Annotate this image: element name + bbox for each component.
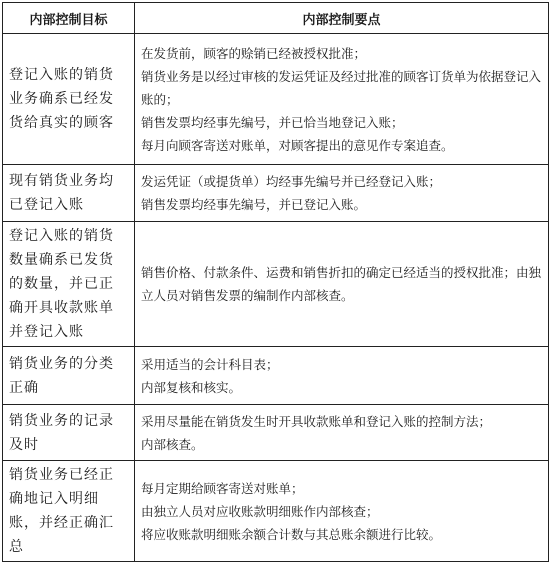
control-point: 采用尽量能在销货发生时开具收款账单和登记入账的控制方法； [141, 413, 492, 429]
table-row [3, 347, 549, 405]
internal-control-table [2, 2, 549, 562]
table-row [3, 405, 549, 461]
control-point: 在发货前，顾客的赊销已经被授权批准； [141, 45, 367, 61]
control-point: 销售价格、付款条件、运费和销售折扣的确定已经适当的授权批准；由独立人员对销售发票的编制作内部核查。 [141, 265, 542, 303]
control-point: 采用适当的会计科目表； [141, 356, 279, 372]
control-point: 内部复核和核实。 [141, 379, 242, 395]
control-point: 内部核查。 [141, 436, 204, 452]
control-objective: 现有销货业务均已登记入账 [3, 165, 135, 222]
control-point: 销售发票均经事先编号，并已登记入账。 [141, 197, 367, 212]
control-points [135, 222, 549, 347]
control-objective: 销货业务已经正确地记入明细账，并经正确汇总 [3, 461, 135, 562]
control-points [135, 347, 549, 405]
table-header-row [3, 3, 549, 34]
control-objective: 登记入账的销货业务确系已经发货给真实的顾客 [3, 34, 135, 165]
control-point: 销货业务是以经过审核的发运凭证及经过批准的顾客订货单为依据登记入账的； [141, 68, 542, 107]
control-point: 销售发票均经事先编号，并已恰当地登记入账； [141, 114, 404, 130]
control-points [135, 461, 549, 562]
control-points [135, 34, 549, 165]
control-point: 将应收账款明细账余额合计数与其总账余额进行比较。 [141, 526, 442, 542]
control-objective: 销货业务的记录及时 [3, 405, 135, 461]
table-row [3, 34, 549, 165]
table-row [3, 165, 549, 222]
control-objective: 登记入账的销货数量确系已发货的数量，并已正确开具收款账单并登记入账 [3, 222, 135, 347]
control-objective: 销货业务的分类正确 [3, 347, 135, 405]
header-control-objective: 内部控制目标 [3, 3, 135, 34]
table-row [3, 461, 549, 562]
control-points [135, 405, 549, 461]
table-row [3, 222, 549, 347]
control-points [135, 165, 549, 222]
header-control-points: 内部控制要点 [135, 3, 549, 34]
control-point: 发运凭证（或提货单）均经事先编号并已经登记入账； [141, 174, 442, 189]
control-point: 每月定期给顾客寄送对账单； [141, 480, 304, 496]
control-point: 由独立人员对应收账款明细账作内部核查； [141, 503, 379, 519]
control-point: 每月向顾客寄送对账单，对顾客提出的意见作专案追查。 [141, 137, 454, 153]
